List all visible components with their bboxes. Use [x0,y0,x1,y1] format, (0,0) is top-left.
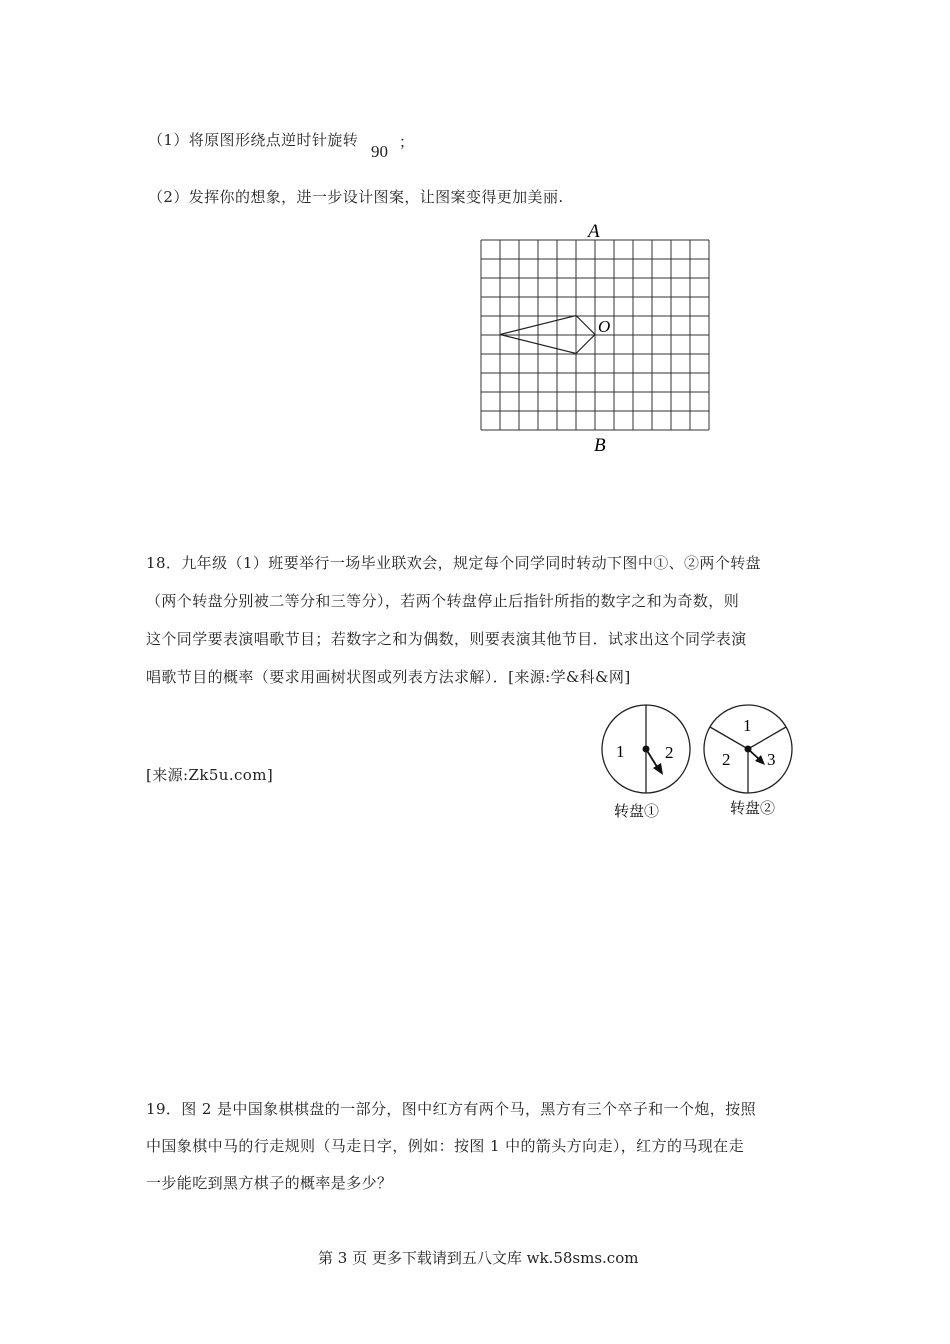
label-a: A [588,221,600,242]
q18-source-note: [来源:Zk5u.com] [146,766,274,784]
q17-part1-text: （1）将原图形绕点逆时针旋转 [148,131,359,149]
spinner-1-caption: 转盘① [614,804,660,820]
page-footer: 第 3 页 更多下载请到五八文库 wk.58sms.com [318,1249,639,1267]
spinner-2-num-1: 1 [743,716,752,735]
grid-figure [470,218,730,458]
q17-part1-end: ； [399,133,415,151]
spinner-2-num-3: 3 [767,750,776,769]
q18-line-4: 唱歌节目的概率（要求用画树状图或列表方法求解）．[来源:学&科&网] [146,668,631,686]
q19-line-2: 中国象棋中马的行走规则（马走日字，例如：按图 1 中的箭头方向走），红方的马现在走 [146,1137,744,1155]
q19-line-1: 19．图 2 是中国象棋棋盘的一部分，图中红方有两个马，黑方有三个卒子和一个炮，按照 [146,1100,756,1118]
spinner-2-num-2: 2 [722,750,731,769]
label-o: O [598,317,611,336]
spinner-2-caption: 转盘② [730,801,776,817]
rotation-angle: 90 [371,142,388,161]
spinner-1-num-2: 2 [665,743,674,762]
label-b: B [594,435,606,456]
spinner-1 [596,700,706,830]
q18-line-2: （两个转盘分别被二等分和三等分），若两个转盘停止后指针所指的数字之和为奇数，则 [146,592,740,610]
q18-line-1: 18．九年级（1）班要举行一场毕业联欢会，规定每个同学同时转动下图中①、②两个转盘 [146,554,762,572]
q18-line-3: 这个同学要表演唱歌节目；若数字之和为偶数，则要表演其他节目．试求出这个同学表演 [146,630,747,648]
q19-line-3: 一步能吃到黑方棋子的概率是多少？ [146,1174,393,1192]
spinner-1-arrowhead [653,763,663,775]
q17-part2: （2）发挥你的想象，进一步设计图案，让图案变得更加美丽. [148,188,564,206]
spinner-1-num-1: 1 [616,742,625,761]
spinner-2-divider-right [748,727,786,749]
q17-part1 [148,129,358,150]
spinner-2 [700,700,810,830]
